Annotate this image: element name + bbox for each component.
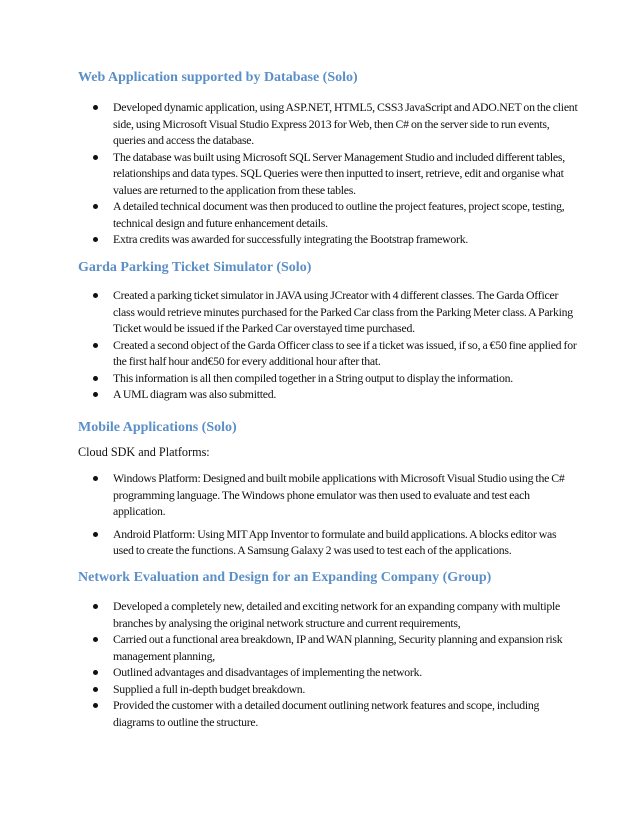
- list-item: Windows Platform: Designed and built mobile applications with Microsoft Visual Studio using the C# programming language. The Windows phone emulator was then used to evaluate and test each application.: [0, 470, 638, 520]
- section-heading-garda: Garda Parking Ticket Simulator (Solo): [78, 260, 312, 275]
- bullet-icon: [93, 476, 98, 481]
- list-item: Provided the customer with a detailed document outlining network features and scope, including diagrams to outline the structure.: [0, 697, 638, 730]
- bullet-list-garda: [0, 287, 638, 403]
- section-heading-web-app: Web Application supported by Database (Solo): [78, 70, 358, 85]
- bullet-icon: [93, 155, 98, 160]
- section-subtext-mobile: Cloud SDK and Platforms:: [78, 445, 210, 459]
- list-item: Supplied a full in-depth budget breakdown.: [0, 681, 638, 698]
- bullet-list-web-app: [0, 99, 638, 248]
- list-item: Created a second object of the Garda Officer class to see if a ticket was issued, if so, a €50 fine applied for the first half hour and€50 for every additional hour after that.: [0, 337, 638, 370]
- bullet-icon: [93, 376, 98, 381]
- list-item: Android Platform: Using MIT App Inventor to formulate and build applications. A blocks editor was used to create the functions. A Samsung Galaxy 2 was used to test each of the applications.: [0, 526, 638, 559]
- bullet-icon: [93, 237, 98, 242]
- list-item: Outlined advantages and disadvantages of implementing the network.: [0, 664, 638, 681]
- list-item: Developed dynamic application, using ASP.NET, HTML5, CSS3 JavaScript and ADO.NET on the client side, using Microsoft Visual Studio Express 2013 for Web, then C# on the server side to run events, queries and access the database.: [0, 99, 638, 149]
- list-item: A UML diagram was also submitted.: [0, 386, 638, 403]
- bullet-icon: [93, 204, 98, 209]
- bullet-icon: [93, 105, 98, 110]
- section-heading-network: Network Evaluation and Design for an Expanding Company (Group): [78, 570, 492, 585]
- bullet-icon: [93, 343, 98, 348]
- bullet-icon: [93, 687, 98, 692]
- section-heading-mobile: Mobile Applications (Solo): [78, 420, 237, 435]
- list-item: The database was built using Microsoft SQL Server Management Studio and included different tables, relationships and data types. SQL Queries were then inputted to insert, retrieve, edit and organise what values are returned to the application from these tables.: [0, 149, 638, 199]
- bullet-icon: [93, 670, 98, 675]
- bullet-list-network: [0, 598, 638, 730]
- bullet-icon: [93, 637, 98, 642]
- bullet-icon: [93, 392, 98, 397]
- bullet-icon: [93, 532, 98, 537]
- bullet-icon: [93, 604, 98, 609]
- list-item: Created a parking ticket simulator in JAVA using JCreator with 4 different classes. The Garda Officer class would retrieve minutes purchased for the Parked Car class from the Parking Meter class. A Parking Ticket would be issued if the Parked Car overstayed time purchased.: [0, 287, 638, 337]
- list-item: This information is all then compiled together in a String output to display the information.: [0, 370, 638, 387]
- bullet-icon: [93, 293, 98, 298]
- list-item: Developed a completely new, detailed and exciting network for an expanding company with multiple branches by analysing the original network structure and current requirements,: [0, 598, 638, 631]
- bullet-icon: [93, 703, 98, 708]
- list-item: Extra credits was awarded for successfully integrating the Bootstrap framework.: [0, 231, 638, 248]
- list-item: A detailed technical document was then produced to outline the project features, project scope, testing, technical design and future enhancement details.: [0, 198, 638, 231]
- bullet-list-mobile: [0, 470, 638, 559]
- list-item: Carried out a functional area breakdown, IP and WAN planning, Security planning and expansion risk management planning,: [0, 631, 638, 664]
